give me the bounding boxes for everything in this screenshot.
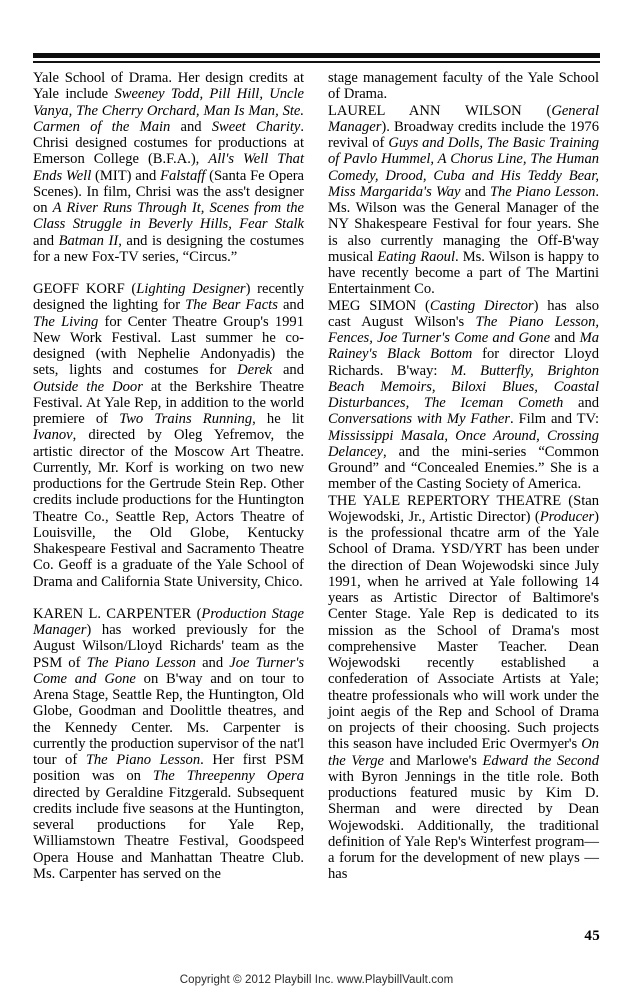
- body-text: ). Broadway credits include the 1976 revival of: [328, 118, 599, 151]
- title-italic: The Threepenny Opera: [152, 768, 304, 785]
- body-text: ) recently designed the lighting for: [33, 281, 304, 314]
- title-italic: General Manager: [328, 102, 599, 135]
- body-text: . Ms. Wilson is happy to have recently become a part of The Martini Entertainment Co.: [328, 248, 599, 298]
- body-text: . Film and TV:: [510, 411, 599, 428]
- body-text: and: [550, 330, 580, 346]
- body-text: . Her first PSM position was on: [33, 752, 304, 785]
- laurel-ann-wilson-bio: [328, 103, 599, 298]
- body-text: , directed by Oleg Yefremov, the artistic director of the Moscow Art Theatre. Currently, Mr. Korf is working on two new productions for the Gertrude Stein Rep. Other credits include productions for the Huntington Theatre Co., Seattle Rep, Actors Theatre of Louisville, the Old Globe, Kentucky Shakespeare Festival and Sacramento Theatre Co. Geoff is a graduate of the Yale School of Drama and California State University, Chico.: [33, 427, 304, 590]
- article-body: [33, 70, 600, 930]
- body-text: KAREN L. CARPENTER (: [33, 605, 202, 622]
- title-italic: Batman II: [58, 232, 119, 249]
- title-italic: Ivanov: [33, 427, 73, 444]
- title-italic: Producer: [539, 508, 595, 525]
- body-text: on B'way and on tour to Arena Stage, Seattle Rep, the Huntington, Old Globe, Goodman and Doolittle theatres, and the Kennedy Center. Ms. Carpenter is currently the production supervisor of the nat'l tour of: [33, 670, 304, 768]
- body-text: and: [563, 395, 599, 411]
- karen-carpenter-bio-continued: [328, 70, 599, 103]
- title-italic: The Piano Lesson: [489, 183, 596, 200]
- body-text: and: [460, 183, 490, 200]
- title-italic: Two Trains Running: [119, 411, 253, 427]
- title-italic: On the Verge: [328, 736, 599, 769]
- body-text: , and the mini-series “Common Ground” and “Concealed Enemies.” She is a member of the Casting Society of America.: [328, 443, 599, 493]
- title-italic: Sweet Charity: [211, 118, 301, 135]
- title-italic: Casting Director: [429, 297, 534, 314]
- column-right: [328, 70, 599, 930]
- body-text: , and is designing the costumes for a new Fox-TV series, “Circus.”: [33, 232, 305, 265]
- meg-simon-bio: [328, 298, 599, 493]
- title-italic: A River Runs Through It, Scenes from the Class Struggle in Beverly Hills, Fear Stalk: [33, 200, 304, 233]
- body-text: . Ms. Wilson was the General Manager of the NY Shakespeare Festival for four years. She is also currently managing the Off-B'way musical: [328, 183, 599, 265]
- body-text: and: [272, 362, 304, 379]
- karen-carpenter-bio: [33, 606, 304, 882]
- body-text: stage management faculty of the Yale School of Drama.: [328, 70, 599, 103]
- title-italic: Falstaff: [160, 167, 206, 184]
- body-text: directed by Geraldine Fitzgerald. Subsequent credits include five seasons at the Huntington, several productions for Yale Rep, Williamstown Theatre Festival, Goodspeed Opera House and Manhattan Theatre Club. Ms. Carpenter has served on the: [33, 784, 304, 882]
- body-text: GEOFF KORF (: [33, 281, 137, 297]
- title-italic: Production Stage Manager: [33, 605, 304, 638]
- header-rule-thin: [33, 61, 600, 63]
- body-text: (Santa Fe Opera Scenes). In film, Chrisi was the ass't designer on: [33, 167, 304, 216]
- title-italic: The Bear Facts: [185, 297, 278, 314]
- yale-repertory-theatre-note: [328, 493, 599, 883]
- title-italic: Outside the Door: [33, 378, 143, 395]
- body-text: for Center Theatre Group's 1991 New Work Festival. Last summer he co-designed (with Nephelie Andonyadis) the sets, lights and costumes for: [33, 313, 304, 379]
- header-double-rule: [33, 53, 600, 63]
- copyright-footer: Copyright © 2012 Playbill Inc. www.PlaybillVault.com: [179, 974, 454, 986]
- title-italic: Guys and Dolls, The Basic Training of Pavlo Hummel, A Chorus Line, The Human Comedy, Drood, Cuba and His Teddy Bear, Miss Margarida's Way: [328, 135, 600, 200]
- title-italic: Conversations with My Father: [328, 411, 511, 428]
- body-text: MEG SIMON (: [328, 297, 430, 314]
- title-italic: Lighting Designer: [136, 281, 246, 297]
- title-italic: Mississippi Masala, Once Around, Crossing Delancey: [328, 427, 599, 460]
- body-text: Yale School of Drama. Her design credits at Yale include: [33, 70, 304, 103]
- title-italic: The Living: [33, 313, 99, 330]
- body-text: ) has also cast August Wilson's: [328, 297, 599, 330]
- body-text: ) has worked previously for the August Wilson/Lloyd Richards' team as the PSM of: [33, 622, 304, 671]
- body-text: and: [33, 232, 59, 249]
- body-text: for director Lloyd Richards. B'way:: [328, 346, 599, 379]
- title-italic: The Piano Lesson, Fences, Joe Turner's Come and Gone: [328, 313, 599, 346]
- body-text: and Marlowe's: [383, 752, 483, 769]
- body-text: LAUREL ANN WILSON (: [328, 102, 552, 119]
- title-italic: M. Butterfly, Brighton Beach Memoirs, Biloxi Blues, Coastal Disturbances, The Iceman Cometh: [328, 362, 599, 411]
- title-italic: Edward the Second: [482, 752, 599, 769]
- body-text: , he lit: [252, 411, 304, 427]
- column-left: [33, 70, 304, 930]
- title-italic: Derek: [237, 362, 273, 379]
- body-text: and: [277, 297, 304, 314]
- body-text: and: [170, 118, 212, 135]
- title-italic: The Piano Lesson: [86, 654, 196, 671]
- body-text: with Byron Jennings in the title role. Both productions featured music by Kim D. Sherman and were directed by Dean Wojewodski. Additionally, the traditional definition of Yale Rep's Winterfest program—a forum for the development of new plays — has: [328, 768, 599, 883]
- title-italic: All's Well That Ends Well: [33, 151, 304, 184]
- chrisi-bio-continued: [33, 70, 304, 265]
- body-text: THE YALE REPERTORY THEATRE (Stan Wojewodski, Jr., Artistic Director) (: [328, 492, 599, 525]
- page-number: 45: [584, 928, 600, 944]
- geoff-korf-bio: [33, 281, 304, 590]
- body-text: (MIT) and: [91, 167, 161, 184]
- title-italic: Eating Raoul: [377, 248, 455, 265]
- title-italic: The Piano Lesson: [85, 752, 201, 768]
- body-text: . Chrisi designed costumes for productions at Emerson College (B.F.A.),: [33, 118, 304, 168]
- title-italic: Joe Turner's Come and Gone: [33, 654, 304, 687]
- body-text: and: [195, 654, 230, 671]
- title-italic: Sweeney Todd, Pill Hill, Uncle Vanya, The Cherry Orchard, Man Is Man, Ste. Carmen of the Main: [33, 86, 304, 135]
- body-text: ) is the professional thcatre arm of the Yale School of Drama. YSD/YRT has been under the direction of Dean Wojewodski since July 1991, when he arrived at Yale following 14 years as Artistic Director of Baltimore's Center Stage. Yale Rep is dedicated to its mission as the School of Drama's most comprehensive Master Teacher. Dean Wojewodski recently established a confederation of Associate Artists at Yale; theatre professionals who will work under the joint aegis of the Rep and School of Drama on projects of their choosing. Such projects this season have included Eric Overmyer's: [328, 508, 599, 753]
- body-text: at the Berkshire Theatre Festival. At Yale Rep, in addition to the world premiere of: [33, 378, 305, 427]
- title-italic: Ma Rainey's Black Bottom: [328, 330, 600, 363]
